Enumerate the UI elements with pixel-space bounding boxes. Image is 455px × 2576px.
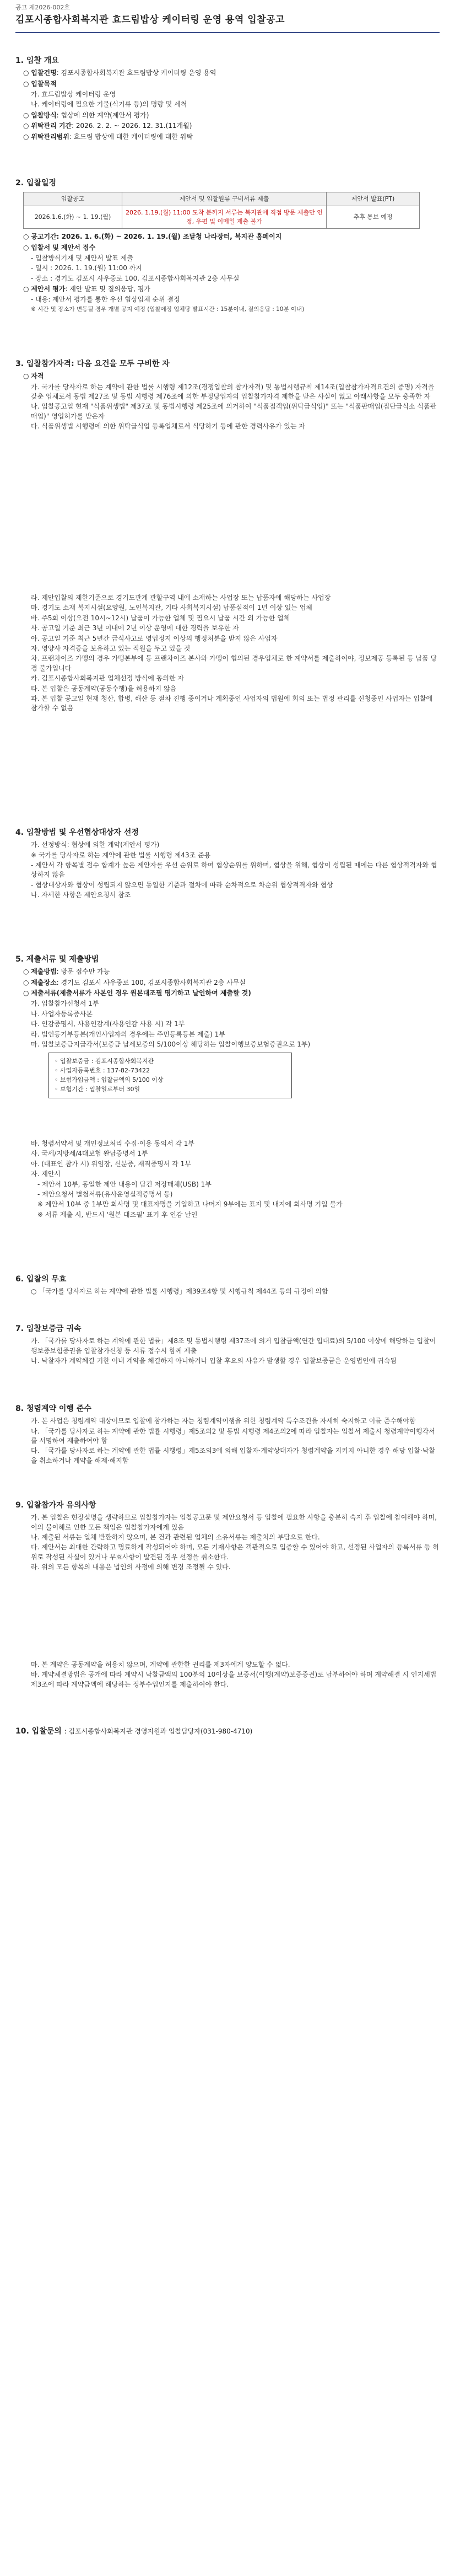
item-text: : 김포시종합사회복지관 효드림밥상 케이터링 운영 용역 (56, 69, 216, 77)
sub-line: 아. (대표인 참가 시) 위임장, 신분증, 재직증명서 각 1부 (31, 1160, 191, 1168)
sub-line: 가. 입찰참가신청서 1부 (31, 1000, 99, 1008)
sub-line: 카. 김포시종합사회복지관 업체선정 방식에 동의한 자 (31, 674, 184, 683)
sub-line: 다. 제안서는 최대한 간략하고 명료하게 작성되어야 하며, 모든 기재사항은 객관적으로 입증할 수 있어야 하고, 선정된 사업자의 등록서류 등 허위로 작성된 사실이 있거나 무효사항이 발견된 경우 선정을 취소한다. (31, 1543, 439, 1561)
box-text: 입찰보증금 : 김포시종합사회복지관 (60, 1058, 154, 1065)
table-header: 제안서 발표(PT) (327, 192, 420, 206)
section-qualification-cont (15, 593, 440, 714)
box-line: ◦ 보험기간 : 입찰일로부터 30일 (55, 1086, 140, 1093)
table-cell: 추후 통보 예정 (327, 206, 420, 229)
sub-line: 바. 청렴서약서 및 개인정보처리 수집·이용 동의서 각 1부 (31, 1140, 194, 1147)
section-title: 5. 제출서류 및 제출방법 (15, 955, 99, 964)
sub-line: ※ 시간 및 장소가 변동될 경우 개별 공지 예정 (입찰예정 업체당 발표시간 : 15분이내, 질의응답 : 10분 이내) (31, 305, 305, 313)
section-method (15, 827, 440, 901)
section-title (15, 1726, 440, 1737)
section-overview (15, 55, 440, 143)
section-documents (15, 954, 440, 1102)
sub-line: 바. 계약체결방법은 공개에 따라 계약시 낙찰금액의 100분의 10이상을 보증서(이행(계약)보증증권)로 납부하여야 하며 계약해결 시 인지세법 제3조에 따라 계약금액에 해당하는 정부수입인지를 제출하여야 한다. (31, 1671, 437, 1688)
box-text: 보험가입금액 : 입찰금액의 5/100 이상 (60, 1076, 164, 1084)
list-item: ○ 입찰건명: 김포시종합사회복지관 효드림밥상 케이터링 운영 용역 (23, 69, 216, 77)
list-item: ○ 제출서류(제출서류가 사본인 경우 원본대조필 명기하고 날인하여 제출할 것) (23, 989, 251, 997)
sub-line: 마. 경기도 소재 복지시설(요양원, 노인복지관, 기타 사회복지시설) 납품실적이 1년 이상 있는 업체 (31, 604, 312, 612)
section-title: 7. 입찰보증금 귀속 (15, 1324, 82, 1333)
guarantee-info-box (48, 1053, 292, 1098)
section-title-text: 10. 입찰문의 (15, 1727, 62, 1736)
section-qualification (15, 358, 440, 432)
section-title: 2. 입찰일정 (15, 179, 57, 187)
sub-line: 라. 제안입찰의 제한기준으로 경기도관계 관할구역 내에 소재하는 사업장 또는 납품자에 해당하는 사업장 (31, 594, 331, 602)
sub-line: 자. 영양사 자격증을 보유하고 있는 직원을 두고 있을 것 (31, 644, 191, 652)
box-line: ◦ 입찰보증금 : 김포시종합사회복지관 (55, 1058, 154, 1065)
box-text: 사업자등록번호 : 137-82-73422 (60, 1067, 150, 1075)
sub-line: 나. 입찰공고일 현재 "식품위생법" 제37조 및 동법시행령 제25조에 의거하여 "식품접객업(위탁급식업)" 또는 "식품판매업(집단급식소 식품판매업)" 영업허가를 받은자 (31, 402, 437, 420)
list-item: ○ 자격 (23, 372, 44, 380)
sub-line: 자. 제안서 (31, 1170, 61, 1178)
sub-line: 차. 프랜차이즈 가맹의 경우 가맹본부에 등 프랜차이즈 본사와 가맹이 협의된 경우업체로 한 계약서를 제출하여야, 정보제공 등록된 등 납품 당 경 불가입니다 (31, 654, 437, 672)
item-label: 입찰방식 (31, 111, 57, 119)
item-text: : 경기도 김포시 사우중로 100, 김포시종합사회복지관 2층 사무실 (56, 978, 246, 986)
section-title: 6. 입찰의 무효 (15, 1275, 67, 1284)
document-title: 김포시종합사회복지관 효드림밥상 케이터링 운영 용역 입찰공고 (15, 14, 285, 25)
table-header: 제안서 및 입찰원류 구비서류 제출 (122, 192, 327, 206)
item-label: 제출방법 (31, 968, 57, 976)
sub-line: 다. 식품위생법 시행령에 의한 위탁급식업 등록업체로서 식당하기 등에 관한 경력사유가 있는 자 (31, 422, 305, 431)
inquiry-text: : 김포시종합사회복지관 경영지원과 입찰담당자(031-980-4710) (64, 1727, 253, 1735)
sub-line: - 입찰방식기재 및 제안서 발표 제출 (31, 254, 133, 262)
sub-line: - 내용: 제안서 평가를 통한 우선 협상업체 순위 결정 (31, 296, 180, 304)
item-label: 입찰건명 (31, 69, 57, 77)
table-cell: 2026.1.6.(화) ~ 1. 19.(월) (24, 206, 122, 229)
item-label: 입찰목적 (31, 79, 57, 88)
list-item: ○ 위탁관리 기간: 2026. 2. 2. ~ 2026. 12. 31.(11개월) (23, 122, 192, 130)
item-text: 공고기간: 2026. 1. 6.(화) ~ 2026. 1. 19.(월) 조달청 나라장터, 복지관 홈페이지 (31, 233, 282, 241)
list-item: ○ 공고기간: 2026. 1. 6.(화) ~ 2026. 1. 19.(월) 조달청 나라장터, 복지관 홈페이지 (23, 233, 282, 241)
sub-line: 파. 본 입찰 공고일 현재 청산, 합병, 해산 등 절차 진행 중이거나 계획중인 사업자의 법원에 회의 또는 법정 관리를 신청중인 사업자는 입찰에 참가할 수 없음 (31, 694, 433, 712)
sub-line: 가. 효드림밥상 케이터링 운영 (31, 90, 116, 99)
sub-line: 바. 주5회 이상(오전 10시~12시) 납품이 가능한 업체 및 필요시 납품 시간 외 가능한 업체 (31, 614, 290, 622)
item-text: : 효드림 밥상에 대한 케이터링에 대한 위탁 (69, 132, 193, 141)
sub-line: 나. 사업자등록증사본 (31, 1010, 93, 1018)
section-integrity (15, 1403, 440, 1466)
section-notes (15, 1500, 440, 1573)
sub-line: 사. 국세/지방세/4대보험 완납증명서 1부 (31, 1150, 148, 1158)
item-text: : 방문 접수만 가능 (56, 968, 110, 976)
sub-line: - 장소 : 경기도 김포시 사우중로 100, 김포시종합사회복지관 2층 사무실 (31, 274, 240, 282)
sub-line: - 제안서 10부, 동일한 제안 내용이 담긴 저장매체(USB) 1부 (37, 1180, 212, 1188)
sub-line: 가. 선정방식: 협상에 의한 계약(제안서 평가) (31, 841, 160, 849)
section-documents-cont (15, 1139, 440, 1220)
sub-line: 가. 본 사업은 청렴계약 대상이므로 입찰에 참가하는 자는 청렴계약이행을 위한 청렴계약 특수조건을 자세히 숙지하고 이를 준수해야함 (31, 1417, 416, 1425)
section-notes-cont (15, 1660, 440, 1690)
item-text: : 2026. 2. 2. ~ 2026. 12. 31.(11개월) (72, 122, 192, 130)
sub-line: 사. 공고일 기준 최근 3년 이내에 2년 이상 운영에 대한 경력을 보유한 자 (31, 624, 239, 632)
item-label: 제출서류(제출서류가 사본인 경우 원본대조필 명기하고 날인하여 제출할 것) (31, 989, 251, 997)
sub-line: - 제안요청서 별첨서류(유사운영실적증명서 등) (37, 1190, 173, 1198)
sub-line: - 제안서 각 항목별 점수 합계가 높은 제안자를 우선 순위로 하여 협상순위를 위하며, 협상을 위해, 협상이 성립된 때에는 다른 협상적격자와 협상하지 않음 (31, 861, 437, 879)
list-item: ○ 제출방법: 방문 접수만 가능 (23, 968, 110, 976)
item-label: 위탁관리 기간 (31, 122, 72, 130)
section-title: 9. 입찰참가자 유의사항 (15, 1501, 96, 1510)
sub-line: 나. 케이터링에 필요한 기물(식기류 등)의 명랑 및 세척 (31, 100, 187, 109)
box-text: 보험기간 : 입찰일로부터 30일 (60, 1086, 140, 1093)
sub-line: 아. 공고일 기준 최근 5년간 급식사고로 영업정지 이상의 행정처분을 받지 않은 사업자 (31, 634, 278, 642)
list-item: ○ 제출장소: 경기도 김포시 사우중로 100, 김포시종합사회복지관 2층 사무실 (23, 978, 246, 986)
sub-line: ※ 국가를 당사자로 하는 계약에 관한 법률 시행령 제43조 준용 (31, 851, 211, 859)
sub-line: ※ 제안서 10부 중 1부만 회사명 및 대표자명을 기입하고 나머지 9부에는 표지 및 내지에 회사명 기입 불가 (37, 1200, 343, 1209)
list-item: ○ 입찰방식: 협상에 의한 계약(제안서 평가) (23, 111, 149, 119)
sub-line: 마. 입찰보증금지급각서(보증금 납세보증의 5/100이상 해당하는 입찰이행보증보험증권으로 1부) (31, 1040, 311, 1049)
item-label: 자격 (31, 372, 44, 380)
sub-line: - 일시 : 2026. 1. 19.(월) 11:00 까지 (31, 264, 142, 272)
sub-line: 가. 본 입찰은 현장설명을 생략하므로 입찰참가자는 입찰공고문 및 제안요청서 등 입찰에 필요한 사항을 충분히 숙지 후 입찰에 참여해야 하며, 이의 불이해로 인한 모든 책임은 입찰참가자에게 있음 (31, 1514, 437, 1531)
list-item: ○ 제안서 평가: 제안 발표 및 질의응답, 평가 (23, 285, 150, 293)
sub-line: 마. 본 계약은 공동계약을 허용치 않으며, 계약에 관한한 권리를 제3자에게 양도할 수 없다. (31, 1661, 290, 1668)
sub-line: - 협상대상자와 협상이 성립되지 않으면 동일한 기준과 절차에 따라 순차적으로 차순위 협상적격자와 협상 (31, 881, 333, 889)
item-text: 입찰서 및 제안서 접수 (31, 243, 96, 251)
table-cell: 2026. 1.19.(월) 11:00 도착 분까지 서류는 복지관에 직접 방문 제출만 인정, 우편 및 이메일 제출 불가 (122, 206, 327, 229)
sub-line: 나. 낙찰자가 계약체결 기한 이내 계약을 체결하지 아니하거나 입찰 후요의 사유가 발생할 경우 입찰보증금은 운영법인에 귀속됨 (31, 1357, 397, 1365)
sub-line: 다. 「국가를 당사자로 하는 계약에 관한 법률 시행령」제5조의3에 의해 입찰자·계약상대자가 청렴계약을 지키지 아니한 경우 해당 입찰·낙찰을 취소하거나 계약을 해제·해지함 (31, 1447, 435, 1464)
sub-line: 가. 국가를 당사자로 하는 계약에 관한 법률 시행령 제12조(경쟁입찰의 참가자격) 및 동법시행규칙 제14조(입찰참가자격요건의 증명) 자격을 갖춘 업체로서 동법 제27조 및 동법 시행령 제76조에 의한 부정당업자의 입찰참가자격 제한을 받은 사실이 없고 아래사항을 모두 충족한 자 (31, 383, 435, 401)
sub-line: 타. 본 입찰은 공동계약(공동수행)을 허용하지 않음 (31, 684, 177, 693)
section-title: 4. 입찰방법 및 우선협상대상자 선정 (15, 828, 139, 837)
item-text: : 제안 발표 및 질의응답, 평가 (65, 285, 150, 293)
title-divider (15, 32, 440, 33)
list-item: ○ 입찰목적 (23, 79, 57, 88)
section-title: 8. 청렴계약 이행 준수 (15, 1404, 91, 1413)
schedule-table (23, 192, 420, 229)
item-label: 위탁관리범위 (31, 132, 69, 141)
sub-line: 나. 제출된 서류는 일체 반환하지 않으며, 본 건과 관련된 업체의 소유서류는 제출처의 부담으로 한다. (31, 1533, 320, 1542)
section-title: 1. 입찰 개요 (15, 56, 59, 65)
sub-line: ※ 서류 제출 시, 반드시 '원본 대조필' 표기 후 인감 날인 (37, 1210, 198, 1219)
item-label: 제안서 평가 (31, 285, 66, 293)
section-schedule (15, 178, 440, 314)
list-item: ○ 위탁관리범위: 효드림 밥상에 대한 케이터링에 대한 위탁 (23, 132, 193, 141)
sub-line: 가. 「국가를 당사자로 하는 계약에 관한 법률」제8조 및 동법시행령 제37조에 의거 입찰금액(연간 입대료)의 5/100 이상에 해당하는 입찰이행보증보험증권을 입찰참가신청 등 서류 접수시 함께 제출 (31, 1337, 436, 1355)
table-header: 입찰공고 (24, 192, 122, 206)
sub-line: 라. 위의 모든 항목의 내용은 법인의 사정에 의해 변경 조정될 수 있다. (31, 1563, 231, 1571)
sub-line: ○ 「국가를 당사자로 하는 계약에 관한 법률 시행령」제39조4항 및 시행규칙 제44조 등의 규정에 의함 (31, 1287, 328, 1296)
sub-line: 라. 법인등기부등본(개인사업자의 경우에는 주민등록등본 제출) 1부 (31, 1030, 225, 1038)
notice-number: 공고 제2026-002호 (15, 4, 70, 11)
sub-line: 나. 「국가를 당사자로 하는 계약에 관한 법률 시행령」제5조의2 및 동법 시행령 제4조의2에 따라 입찰자는 입찰서 제출시 청렴계약이행각서를 서명하여 제출하여야 함 (31, 1427, 435, 1445)
item-label: 제출장소 (31, 978, 57, 986)
item-text: : 협상에 의한 계약(제안서 평가) (56, 111, 149, 119)
section-invalid (15, 1274, 440, 1297)
section-deposit (15, 1323, 440, 1366)
box-line: ◦ 사업자등록번호 : 137-82-73422 (55, 1067, 150, 1075)
section-title: 3. 입찰참가자격: 다음 요건을 모두 구비한 자 (15, 359, 170, 368)
sub-line: 다. 인감증명서, 사용인감계(사용인감 사용 시) 각 1부 (31, 1020, 185, 1028)
box-line: ◦ 보험가입금액 : 입찰금액의 5/100 이상 (55, 1076, 164, 1084)
section-inquiry (15, 1726, 440, 1739)
list-item: ○ 입찰서 및 제안서 접수 (23, 243, 96, 251)
sub-line: 나. 자세한 사항은 제안요청서 참조 (31, 891, 131, 899)
